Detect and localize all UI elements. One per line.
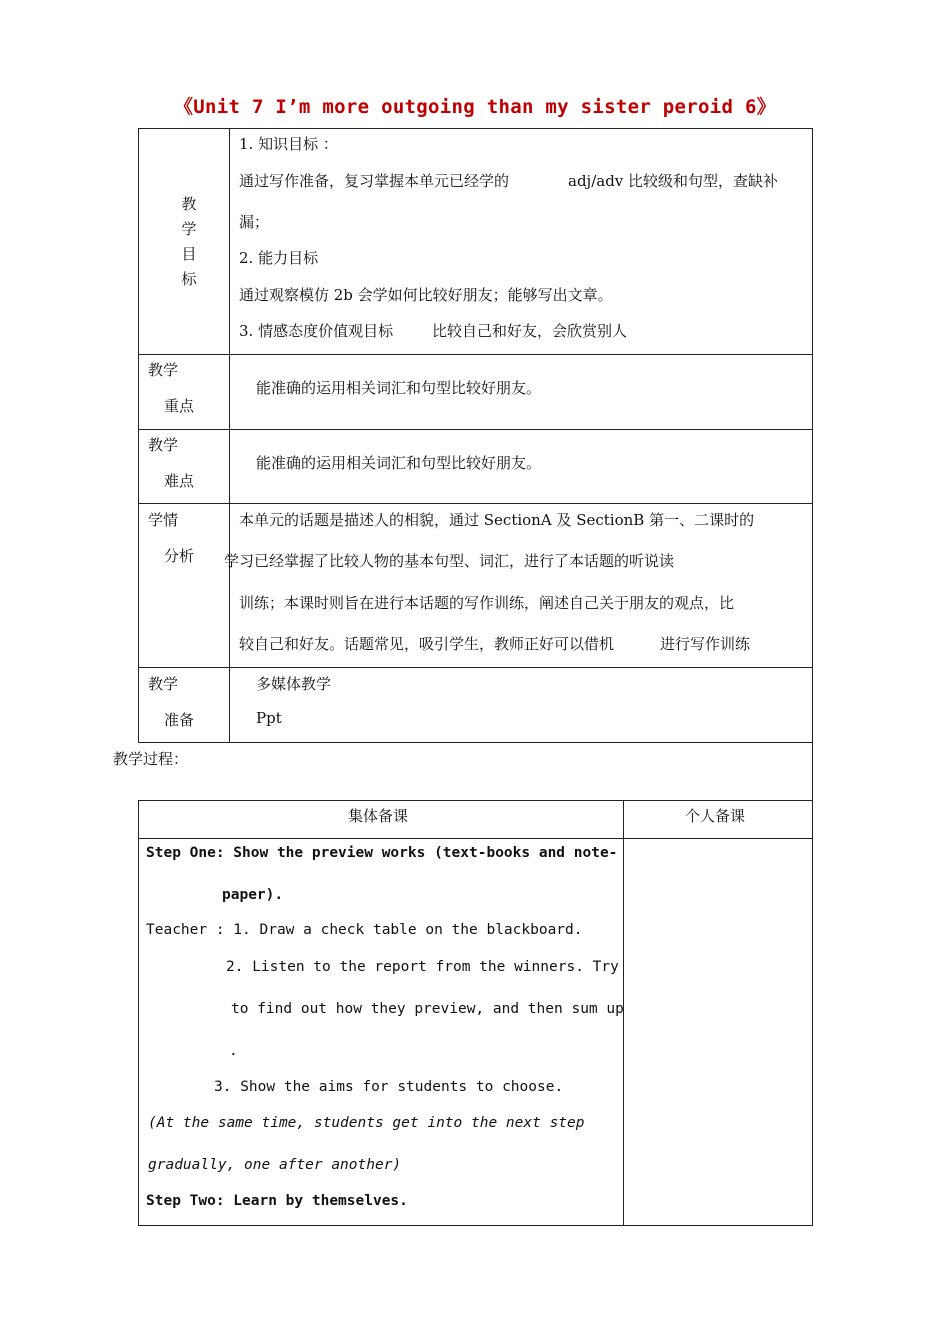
step-one-heading: Step One: Show the preview works (text-books and note- [146,845,618,861]
teacher-step-3: 3. Show the aims for students to choose. [214,1079,564,1095]
row-divider [138,667,813,668]
teacher-step-2-end: . [229,1043,238,1059]
step-note-continued: gradually, one after another) [148,1157,402,1173]
difficulties-text: 能准确的运用相关词汇和句型比较好朋友。 [256,454,542,472]
table-border-bottom [138,1225,813,1226]
group-prep-header: 集体备课 [348,807,409,825]
analysis-line-3: 训练；本课时则旨在进行本话题的写作训练，阐述自己关于朋友的观点，比 [239,594,735,612]
emotion-text: 比较自己和好友，会欣赏别人 [432,322,628,340]
row-divider [138,742,813,743]
table-border-left [138,128,139,743]
process-top-border [138,800,813,801]
teacher-step-1: Teacher : 1. Draw a check table on the blackboard. [146,922,583,938]
process-label: 教学过程： [113,750,189,768]
key-points-label-1: 教学 [148,361,179,379]
table-border-top [138,128,813,129]
ability-heading: 2. 能力目标 [239,249,319,267]
personal-prep-header: 个人备课 [685,807,746,825]
key-points-text: 能准确的运用相关词汇和句型比较好朋友。 [256,379,542,397]
prep-label-1: 教学 [148,675,179,693]
teacher-step-2: 2. Listen to the report from the winners. Try [226,959,619,975]
knowledge-text: 通过写作准备，复习掌握本单元已经学的 [239,172,510,190]
key-points-label-2: 重点 [164,397,195,415]
analysis-line-4-continued: 进行写作训练 [660,635,751,653]
analysis-line-2: 学习已经掌握了比较人物的基本句型、词汇，进行了本话题的听说读 [224,552,675,570]
analysis-line-1: 本单元的话题是描述人的相貌，通过 SectionA 及 SectionB 第一、二课时的 [239,511,755,529]
prep-line-1: 多媒体教学 [256,675,332,693]
header-divider [138,838,813,839]
process-left-border [138,800,139,1226]
knowledge-text-end: 漏； [239,213,270,231]
analysis-label-2: 分析 [164,547,195,565]
goals-label: 教学目标 [181,195,197,288]
step-two-heading: Step Two: Learn by themselves. [146,1193,408,1209]
difficulties-label-1: 教学 [148,436,179,454]
step-one-heading-continued: paper). [222,887,284,903]
step-note: (At the same time, students get into the next step [148,1115,585,1131]
row-divider [138,354,813,355]
teacher-step-2-continued: to find out how they preview, and then sum up [231,1001,624,1017]
prep-label-2: 准备 [164,711,195,729]
analysis-line-4: 较自己和好友。话题常见，吸引学生，教师正好可以借机 [239,635,615,653]
label-column-divider [229,128,230,743]
difficulties-label-2: 难点 [164,472,195,490]
table-border-right [812,128,813,1226]
emotion-heading: 3. 情感态度价值观目标 [239,322,394,340]
analysis-label-1: 学情 [148,511,179,529]
row-divider [138,429,813,430]
prep-line-2: Ppt [256,709,282,727]
knowledge-text-continued: adj/adv 比较级和句型，查缺补 [568,172,779,190]
ability-text: 通过观察模仿 2b 会学如何比较好朋友；能够写出文章。 [239,286,613,304]
row-divider [138,503,813,504]
document-title: 《Unit 7 I’m more outgoing than my sister peroid 6》 [173,96,777,118]
knowledge-heading: 1. 知识目标 ： [239,135,338,153]
